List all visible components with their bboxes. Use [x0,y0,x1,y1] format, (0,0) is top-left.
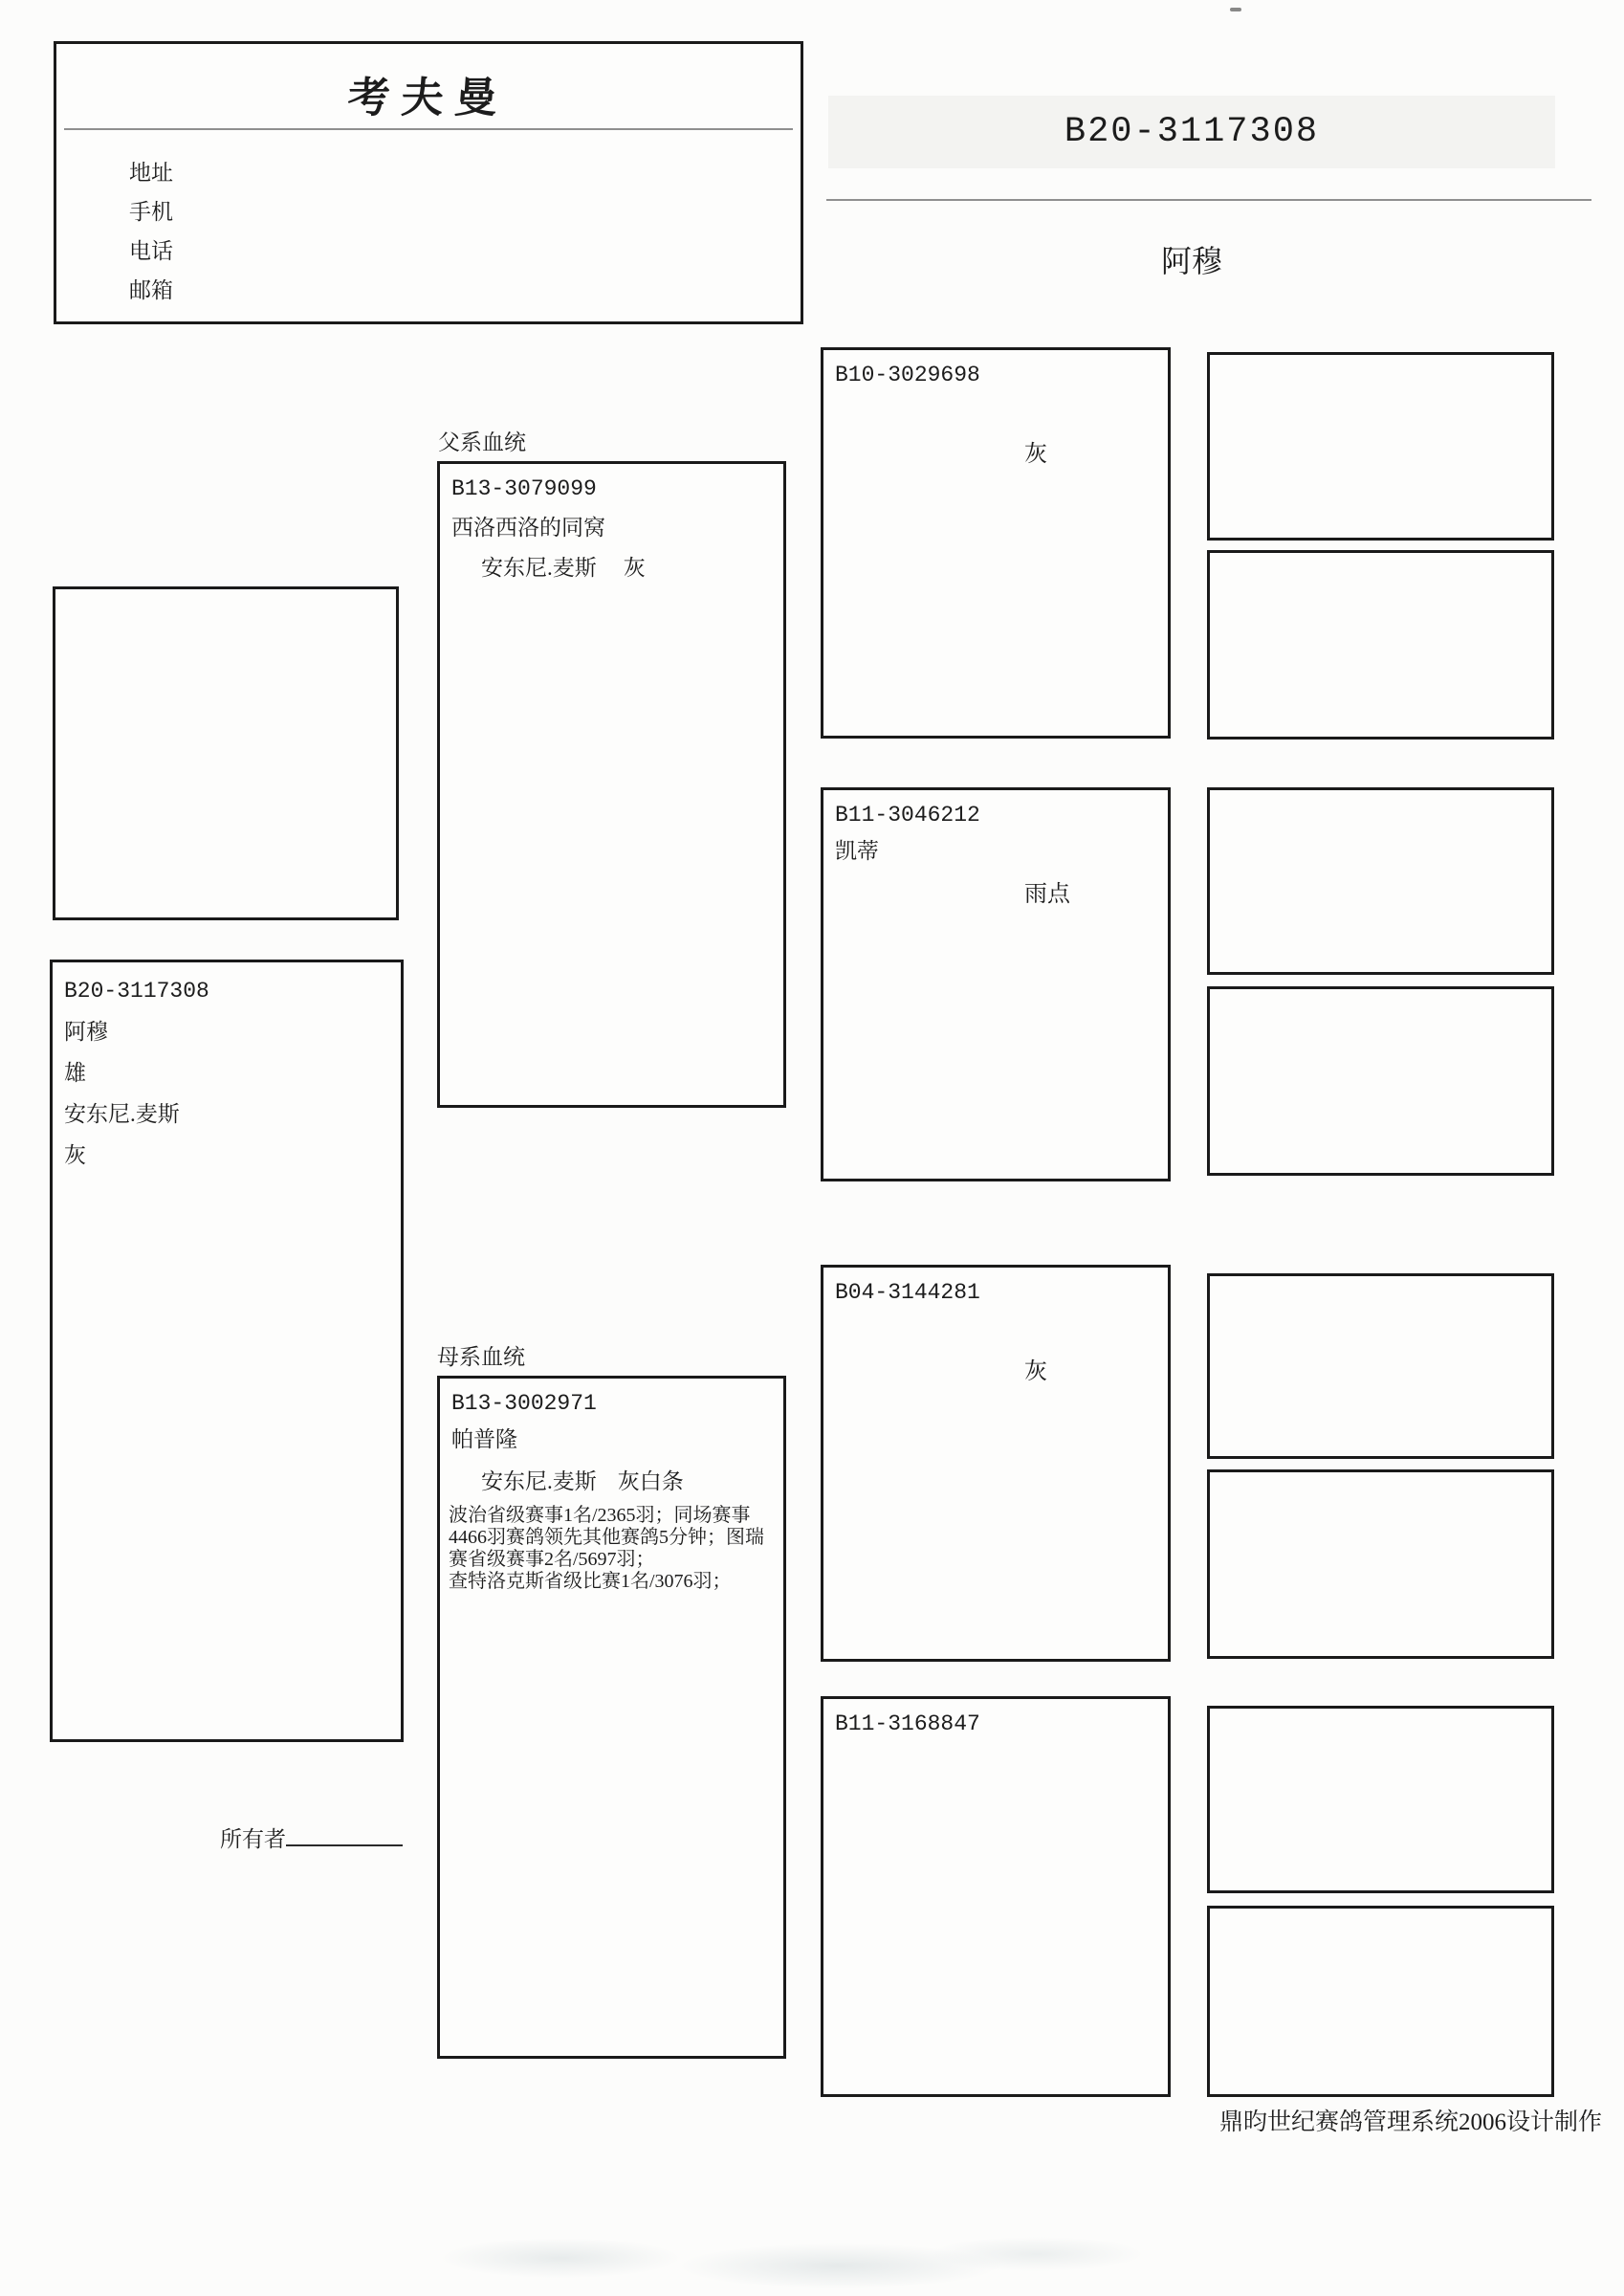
great-grandparent-box-3 [1207,787,1554,975]
great-grandparent-box-7 [1207,1706,1554,1893]
phone-label: 电话 [129,239,173,263]
father-color: 灰 [623,556,646,580]
subject-color: 灰 [64,1143,86,1167]
system-credit: 鼎昀世纪赛鸽管理系统2006设计制作 [1218,2109,1602,2135]
father-ring-number: B13-3079099 [451,476,597,501]
paternal-bloodline-label: 父系血统 [438,430,526,454]
grandparent-box-4 [821,1696,1171,2097]
subject-ring-number: B20-3117308 [64,979,209,1004]
father-name: 西洛西洛的同窝 [451,516,605,540]
maternal-bloodline-label: 母系血统 [437,1345,525,1369]
owner-blank-line [286,1825,403,1846]
grandparent-2-ring-number: B11-3046212 [835,803,980,828]
owner-label: 所有者 [220,1827,286,1851]
grandparent-3-color: 灰 [1024,1359,1047,1384]
header-ring-number: B20-3117308 [1064,112,1320,152]
grandparent-2-name: 凯蒂 [835,839,879,863]
great-grandparent-box-5 [1207,1273,1554,1459]
subject-photo-box [53,586,399,920]
result-line: 波治省级赛事1名/2365羽；同场赛事 [449,1505,751,1526]
header-pigeon-name: 阿穆 [1160,244,1222,278]
grandparent-box-3 [821,1265,1171,1662]
grandparent-1-ring-number: B10-3029698 [835,363,980,387]
mother-name: 帕普隆 [451,1427,517,1451]
grandparent-box-1 [821,347,1171,739]
owner-field [220,1821,403,1853]
title-divider [64,128,793,130]
scan-artifact-mark [1230,8,1241,11]
subject-box [50,960,404,1742]
loft-contact-card [54,41,803,324]
mother-ring-number: B13-3002971 [451,1391,597,1416]
subject-sex: 雄 [64,1061,86,1085]
grandparent-3-ring-number: B04-3144281 [835,1280,980,1305]
grandparent-2-color: 雨点 [1024,882,1070,907]
father-box [437,461,786,1108]
mobile-label: 手机 [129,200,173,224]
father-strain: 安东尼.麦斯 [481,556,597,580]
grandparent-4-ring-number: B11-3168847 [835,1711,980,1736]
result-line: 4466羽赛鸽领先其他赛鸽5分钟；图瑞 [449,1527,764,1548]
grandparent-1-color: 灰 [1024,442,1047,467]
scan-artifact-smudge [402,2210,1196,2290]
email-label: 邮箱 [129,278,173,302]
address-label: 地址 [129,161,173,185]
contact-fields [129,155,173,312]
great-grandparent-box-1 [1207,352,1554,541]
subject-name: 阿穆 [64,1020,108,1044]
grandparent-box-2 [821,787,1171,1181]
mother-race-results [449,1505,772,1593]
mother-color: 灰白条 [617,1469,684,1493]
great-grandparent-box-8 [1207,1906,1554,2097]
loft-title: 考夫曼 [345,75,511,121]
mother-strain: 安东尼.麦斯 [481,1469,597,1493]
result-line: 查特洛克斯省级比赛1名/3076羽； [449,1571,732,1592]
great-grandparent-box-4 [1207,986,1554,1176]
great-grandparent-box-6 [1207,1469,1554,1659]
subject-strain: 安东尼.麦斯 [64,1102,180,1126]
great-grandparent-box-2 [1207,550,1554,740]
header-ring-band [828,96,1555,168]
mother-box [437,1376,786,2059]
result-line: 赛省级赛事2名/5697羽； [449,1549,655,1570]
header-divider [826,199,1591,201]
